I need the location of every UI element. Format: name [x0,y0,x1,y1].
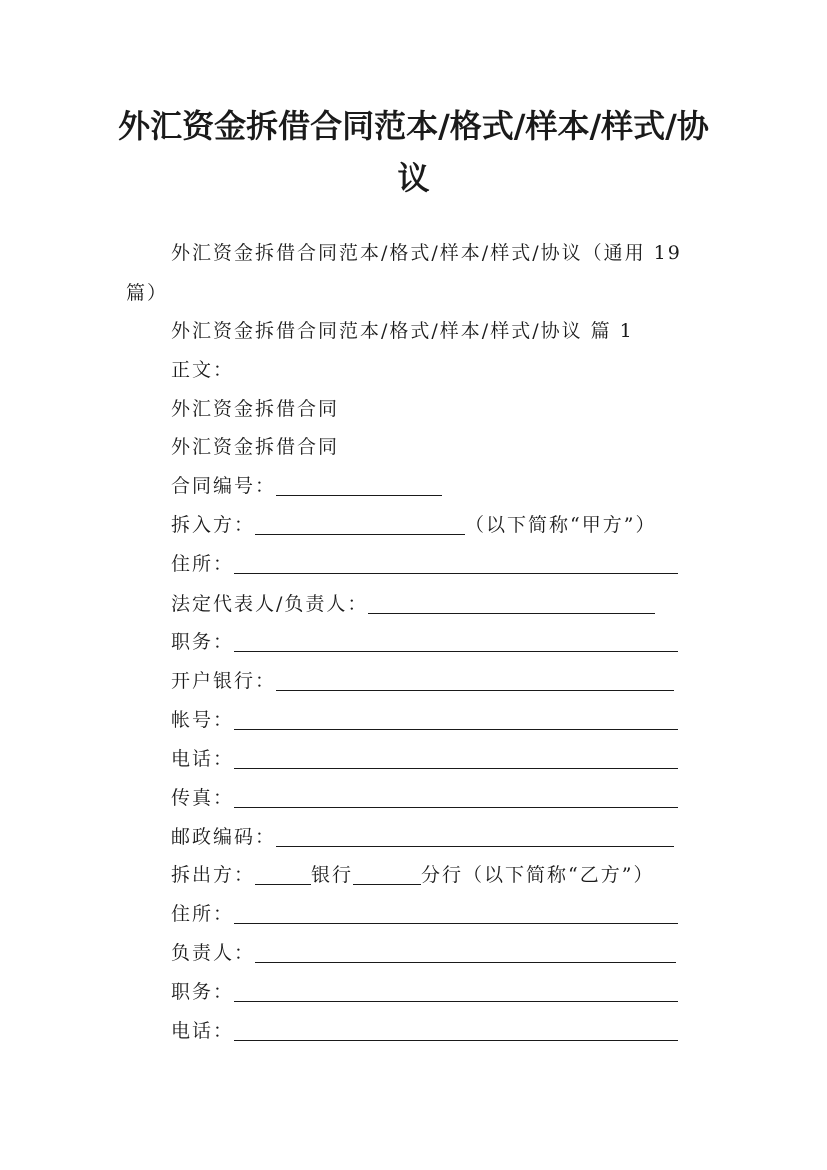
position-b-row [171,977,678,1007]
fax-blank [234,785,678,808]
contract-no-blank [276,473,442,496]
legal-rep-blank [368,591,655,614]
lender-branch-text: 分行（以下简称“乙方”） [421,864,655,886]
account-label: 帐号： [171,709,235,731]
address-a-row [171,549,678,579]
fax-row [171,783,678,813]
borrower-blank [255,512,465,535]
phone-b-label: 电话： [171,1020,235,1042]
address-a-blank [234,551,678,574]
bank-row [171,666,674,696]
address-b-label: 住所： [171,903,235,925]
postcode-blank [276,824,674,847]
borrower-label: 拆入方： [171,514,256,536]
legal-rep-row [171,589,655,619]
phone-a-blank [234,746,678,769]
borrower-row [171,510,656,540]
lender-label: 拆出方： [171,864,256,886]
position-a-blank [234,629,678,652]
lender-row [171,860,654,890]
account-row [171,705,678,735]
person-in-charge-blank [255,940,676,963]
title-line-1: 外汇资金拆借合同范本/格式/样本/样式/协 [118,107,709,145]
address-b-blank [234,901,678,924]
position-a-row [171,627,678,657]
title-line-2: 议 [397,159,430,197]
legal-rep-label: 法定代表人/负责人： [171,593,369,615]
postcode-row [171,822,674,852]
contract-no-label: 合同编号： [171,475,277,497]
borrower-suffix: （以下简称“甲方”） [465,514,657,536]
body-label: 正文： [171,359,235,381]
phone-a-row [171,744,678,774]
intro-line-2: 篇） [126,282,169,304]
position-b-blank [234,979,678,1002]
phone-b-blank [234,1018,678,1041]
postcode-label: 邮政编码： [171,826,277,848]
contract-no-row [171,471,442,501]
person-in-charge-label: 负责人： [171,942,256,964]
intro-line-1: 外汇资金拆借合同范本/格式/样本/样式/协议（通用 19 [171,242,682,264]
phone-a-label: 电话： [171,748,235,770]
lender-bank-blank [255,862,311,885]
phone-b-row [171,1016,678,1046]
address-a-label: 住所： [171,553,235,575]
bank-label: 开户银行： [171,670,277,692]
lender-branch-blank [353,862,421,885]
contract-name-1: 外汇资金拆借合同 [171,398,340,420]
person-in-charge-row [171,938,676,968]
section-heading: 外汇资金拆借合同范本/格式/样本/样式/协议 篇 1 [171,320,634,342]
document-title [110,100,717,204]
position-b-label: 职务： [171,981,235,1003]
address-b-row [171,899,678,929]
account-blank [234,707,678,730]
lender-bank-text: 银行 [311,864,354,886]
fax-label: 传真： [171,787,235,809]
bank-blank [276,668,674,691]
position-a-label: 职务： [171,631,235,653]
contract-name-2: 外汇资金拆借合同 [171,436,340,458]
